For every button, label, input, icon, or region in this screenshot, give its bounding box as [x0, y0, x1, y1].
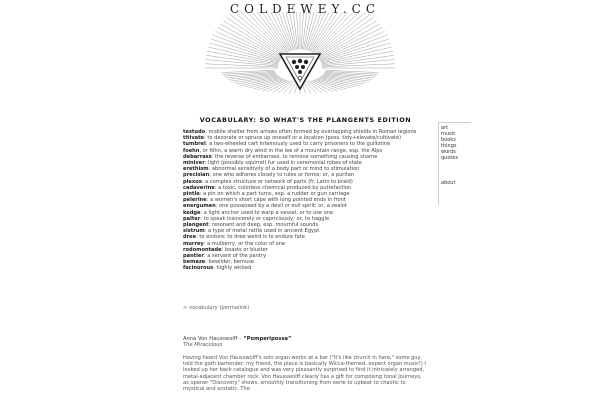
vocab-term: cadaverine: [183, 184, 215, 191]
vocab-definition: : a mulberry, or the color of one: [203, 240, 286, 247]
vocab-definition: : a light anchor used to warp a vessel, or to use one: [200, 209, 334, 216]
vocab-term: energumen: [183, 203, 216, 210]
artist-name: Anna Von Hausswolff: [183, 336, 238, 342]
vocab-definition: : to speak insincerely or capriciously; or, to haggle: [200, 215, 330, 222]
vocab-definition: : resonant and deep, esp. mournful sounds: [208, 222, 319, 229]
post-body: Having heard Von Hausswolff's solo organ works at a bar ("it's like church in here," some guy told the goth bartender; my friend, the place is basically Wicca-themed, expect organ music!) I looked up her back catalogue and was very pleasantly surprised to find it intricately arranged, metal-adjacent chamber rock. Von Hausswolff clearly has a gift for composing tonal journeys, as opener "Discovery" shows, smoothly transitioning from eerie to upbeat to chaotic to mystical and ecstatic. The: [183, 355, 426, 393]
nav-link-quotes[interactable]: quotes: [441, 155, 459, 161]
vocab-term: kedge: [183, 209, 201, 216]
nav-link-things[interactable]: things: [441, 143, 457, 149]
vocab-entry: [183, 265, 428, 271]
vocab-term: sistrum: [183, 228, 205, 235]
permalink-link[interactable]: > vocabulary (permalink): [183, 305, 250, 311]
album-title: The Miraculous: [183, 342, 223, 348]
nav-link-about[interactable]: about: [441, 180, 456, 186]
nav-link-art[interactable]: art: [441, 125, 449, 131]
sidebar-nav: [438, 122, 471, 205]
logo-sunburst-triangle[interactable]: [200, 12, 400, 94]
nav-link-words[interactable]: words: [441, 149, 456, 155]
vocab-definition: : a servant of the pantry: [203, 253, 266, 260]
vocab-term: titivate: [183, 135, 205, 142]
post-title[interactable]: VOCABULARY: SO WHAT'S THE PLANGENTS EDITION: [199, 116, 412, 124]
vocab-term: miniver: [183, 160, 205, 167]
heading-separator: –: [237, 336, 244, 342]
vocab-term: debarrass: [183, 153, 212, 160]
vocab-definition: : boasts or bluster: [221, 246, 268, 253]
vocab-term: plangent: [183, 222, 209, 229]
vocab-term: pantler: [183, 253, 204, 260]
vocab-definition: : light (possibly squirrel) fur used in ceremonial robes of state: [204, 160, 362, 167]
vocab-definition: : abnormal sensitivity of a body part or mind to stimulation: [208, 166, 360, 173]
nav-link-music[interactable]: music: [441, 131, 456, 137]
vocab-term: murrey: [183, 240, 204, 247]
vocab-definition: : a two-wheeled cart infamously used to carry prisoners to the guillotine: [205, 141, 391, 148]
vocab-term: erethism: [183, 166, 209, 173]
vocab-definition: : to decorate or spruce up oneself or a location (poss. tidy+elevate/cultivate): [204, 135, 402, 142]
nav-link-books[interactable]: books: [441, 137, 456, 143]
song-title: “Pomperipossa”: [243, 336, 292, 342]
vocab-definition: , or föhn, a warm dry wind in the lee of a mountain range, esp. the Alps: [199, 147, 383, 154]
vocab-term: testudo: [183, 129, 206, 135]
vocab-term: tumbrel: [183, 141, 206, 148]
vocab-term: dree: [183, 234, 197, 241]
vocab-term: bemaze: [183, 259, 206, 266]
vocab-term: precisian: [183, 172, 210, 179]
vocab-definition: : a pin on which a part turns, esp. a rudder or gun carriage: [199, 191, 350, 198]
vocab-definition: : one possessed by a devil or evil spirit; or, a zealot: [215, 203, 347, 210]
vocab-term: palter: [183, 215, 201, 222]
vocab-definition: : bewilder, bemuse: [205, 259, 255, 266]
vocab-term: rodomontade: [183, 246, 222, 253]
vocab-definition: : a complex structure or network of parts (fr. Latin to braid): [201, 178, 353, 185]
vocab-definition: : one who adheres closely to rules or forms; or, a puritan: [209, 172, 355, 179]
vocab-term: plexus: [183, 178, 202, 185]
vocab-definition: : a toxic, colorless chemical produced by putrefaction: [214, 184, 352, 191]
vocab-definition: : the reverse of embarrass, to remove something causing shame: [211, 153, 378, 160]
vocabulary-list: [183, 129, 428, 272]
vocab-term: pelerine: [183, 197, 207, 204]
vocab-definition: : a type of metal rattle used in ancient Egypt: [204, 228, 320, 235]
vocab-definition: : mobile shelter from arrows often formed by overlapping shields in Roman legions: [205, 129, 417, 135]
post-vocabulary: [183, 116, 428, 272]
vocab-term: foehn: [183, 147, 200, 154]
vocab-definition: : to endure; to dree weird is to endure fate: [196, 234, 305, 241]
post-music: [183, 336, 428, 392]
vocab-term: pintle: [183, 191, 200, 198]
vocab-definition: : a women's short cape with long pointed ends in front: [206, 197, 346, 204]
vocab-definition: : highly wicked: [213, 265, 252, 272]
vocab-term: facinorous: [183, 265, 214, 272]
site-title[interactable]: COLDEWEY.CC: [229, 2, 380, 16]
